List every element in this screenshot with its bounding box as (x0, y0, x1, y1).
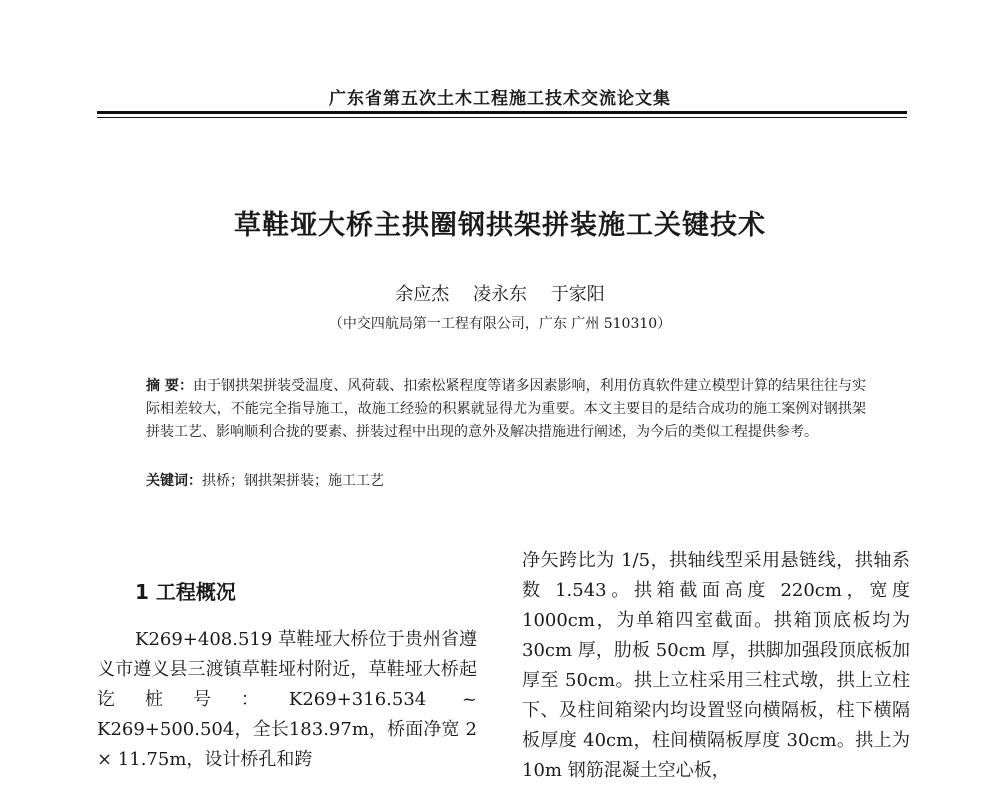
header-rule-thin (97, 117, 907, 118)
body-paragraph-left: K269+408.519 草鞋垭大桥位于贵州省遵义市遵义县三渡镇草鞋垭村附近，草鞋垭大桥起讫桩号：K269+316.534 ~ K269+500.504，全长183.97m，桥面净宽 2 × 11.75m，设计桥孔和跨 (97, 629, 477, 770)
paper-title: 草鞋垭大桥主拱圈钢拱架拼装施工关键技术 (234, 210, 766, 241)
abstract-label: 摘 要： (146, 378, 193, 394)
journal-header: 广东省第五次土木工程施工技术交流论文集 (329, 89, 671, 109)
abstract-text: 由于钢拱架拼装受温度、风荷载、扣索松紧程度等诸多因素影响，利用仿真软件建立模型计算的结果往往与实际相差较大，不能完全指导施工，故施工经验的积累就显得尤为重要。本文主要目的是结合成功的施工案例对钢拱架拼装工艺、影响顺利合拢的要素、拼装过程中出现的意外及解决措施进行阐述，为今后的类似工程提供参考。 (146, 378, 867, 440)
abstract (146, 375, 866, 444)
paper-affiliation: （中交四航局第一工程有限公司，广东 广州 510310） (328, 316, 672, 332)
header-rule-thick (97, 111, 907, 114)
left-column (97, 577, 477, 775)
body-paragraph-right: 净矢跨比为 1/5，拱轴线型采用悬链线，拱轴系数 1.543。拱箱截面高度 220cm，宽度 1000cm，为单箱四室截面。拱箱顶底板均为 30cm 厚，肋板 50cm 厚，拱脚加强段顶底板加厚至 50cm。拱上立柱采用三柱式墩，拱上立柱下、及柱间箱梁内均设置竖向横隔板，柱下横隔板厚度 40cm，柱间横隔板厚度 30cm。拱上为 10m 钢筋混凝土空心板， (522, 550, 910, 781)
right-column (522, 546, 910, 786)
paper-authors: 余应杰 凌永东 于家阳 (395, 284, 605, 305)
keywords (146, 470, 866, 493)
keywords-text: 拱桥；钢拱架拼装；施工工艺 (202, 473, 384, 489)
keywords-label: 关键词： (146, 473, 202, 489)
section-heading: 1 工程概况 (135, 580, 236, 604)
